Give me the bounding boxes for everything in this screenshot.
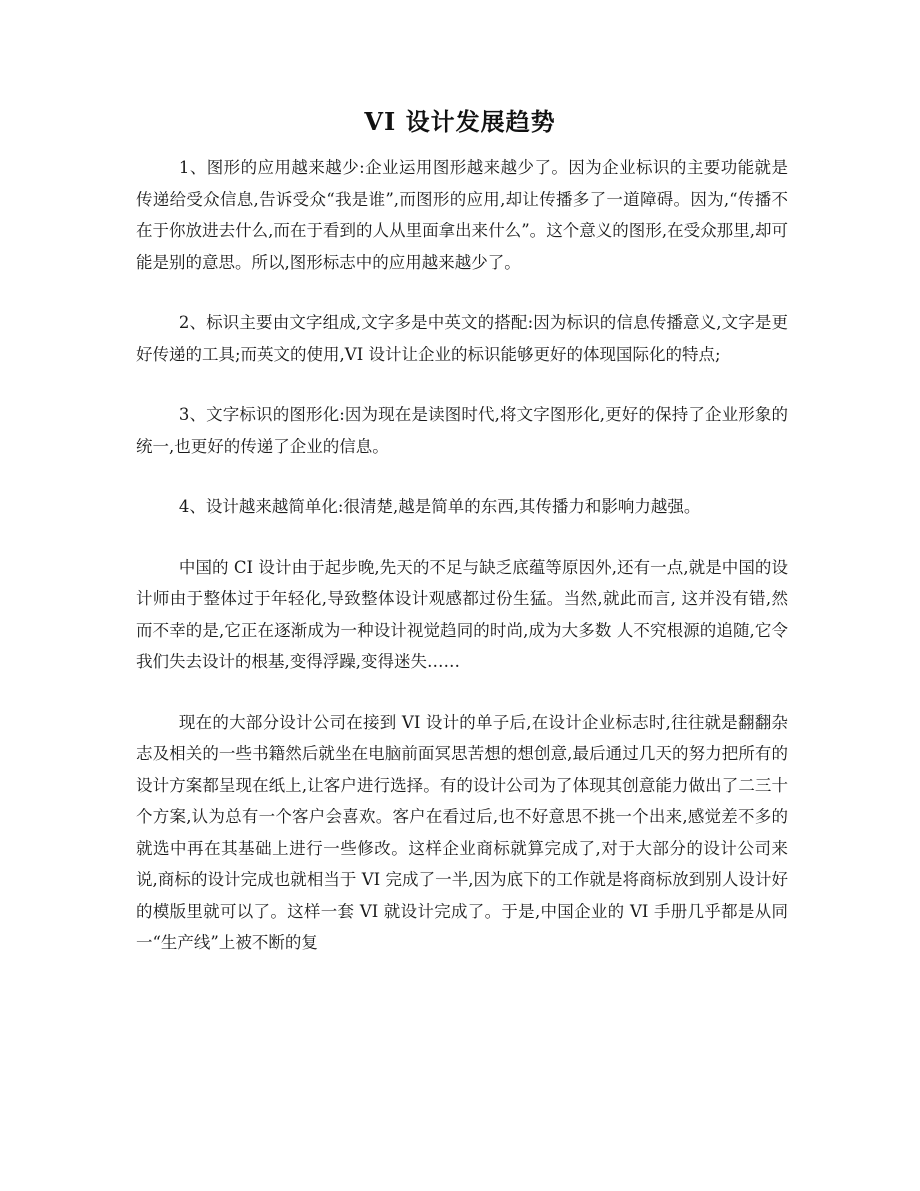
paragraph-simplification-trend: 4、设计越来越简单化:很清楚,越是简单的东西,其传播力和影响力越强。 xyxy=(178,497,701,516)
paragraph-text-logo-trend: 2、标识主要由文字组成,文字多是中英文的搭配:因为标识的信息传播意义,文字是更好传递的工具;而英文的使用,VI 设计让企业的标识能够更好的体现国际化的特点; xyxy=(136,313,788,364)
paragraph-design-companies: 现在的大部分设计公司在接到 VI 设计的单子后,在设计企业标志时,往往就是翻翻杂志及相关的一些书籍然后就坐在电脑前面冥思苦想的想创意,最后通过几天的努力把所有的设计方案都呈现在纸上,让客户进行选择。有的设计公司为了体现其创意能力做出了二三十个方案,认为总有一个客户会喜欢。客户在看过后,也不好意思不挑一个出来,感觉差不多的就选中再在其基础上进行一些修改。这样企业商标就算完成了,对于大部分的设计公司来说,商标的设计完成也就相当于 VI 完成了一半,因为底下的工作就是将商标放到别人设计好的模版里就可以了。这样一套 VI 就设计完成了。于是,中国企业的 VI 手册几乎都是从同一“生产线”上被不断的复 xyxy=(136,712,788,952)
document-body xyxy=(136,152,788,988)
paragraph-text-graphic-trend: 3、文字标识的图形化:因为现在是读图时代,将文字图形化,更好的保持了企业形象的统一,也更好的传递了企业的信息。 xyxy=(136,405,788,456)
document-title: VI 设计发展趋势 xyxy=(364,107,556,137)
paragraph-graphics-trend: 1、图形的应用越来越少:企业运用图形越来越少了。因为企业标识的主要功能就是传递给受众信息,告诉受众“我是谁”,而图形的应用,却让传播多了一道障碍。因为,“传播不在于你放进去什么,而在于看到的人从里面拿出来什么”。这个意义的图形,在受众那里,却可能是别的意思。所以,图形标志中的应用越来越少了。 xyxy=(136,158,788,272)
paragraph-china-ci-design: 中国的 CI 设计由于起步晚,先天的不足与缺乏底蕴等原因外,还有一点,就是中国的设计师由于整体过于年轻化,导致整体设计观感都过份生猛。当然,就此而言, 这并没有错,然而不幸的是,它正在逐渐成为一种设计视觉趋同的时尚,成为大多数 人不究根源的追随,它令我们失去设计的根基,变得浮躁,变得迷失…… xyxy=(136,557,788,671)
